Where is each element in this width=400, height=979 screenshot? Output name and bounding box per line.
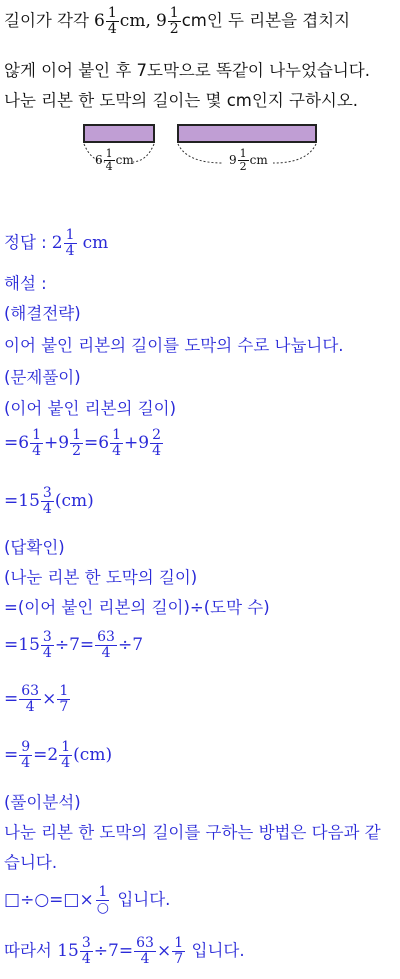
fraction: $\frac{1}{4}$ [65, 227, 75, 259]
fraction: $\frac{1}{7}$ [174, 935, 184, 967]
piece-title: (나눈 리본 한 도막의 길이) [4, 568, 198, 587]
fraction: $\frac{1}{4}$ [107, 5, 117, 37]
analysis-line-2: 습니다. [4, 853, 58, 872]
fraction: $\frac{1}{4}$ [112, 427, 121, 459]
final-line: 따라서 15 $\frac{3}{4}$ ÷ 7 = $\frac{63}{4}$ × $\frac{1}{7}$ 입니다. [4, 935, 245, 967]
step-2: = $\frac{63}{4}$ × $\frac{1}{7}$ [4, 683, 69, 715]
square-symbol: □ [4, 889, 21, 910]
problem-line-1: 길이가 각각 6 $\frac{1}{4}$ cm, 9 $\frac{1}{2}$ cm인 두 리본을 겹치지 [4, 5, 351, 37]
fraction: $\frac{1}{4}$ [32, 427, 41, 459]
fraction: $\frac{1}{4}$ [105, 147, 113, 173]
circle-symbol: ○ [34, 889, 50, 910]
fraction: $\frac{1}{2}$ [239, 147, 247, 173]
fraction: $\frac{3}{4}$ [42, 485, 52, 517]
analysis-title: (풀이분석) [4, 793, 81, 812]
fraction: $\frac{3}{4}$ [42, 629, 52, 661]
joined-result: = 15 $\frac{3}{4}$ (cm) [4, 485, 94, 517]
step-3: = $\frac{9}{4}$ = 2 $\frac{1}{4}$ (cm) [4, 739, 113, 771]
problem-line-2: 않게 이어 붙인 후 7도막으로 똑같이 나누었습니다. [4, 61, 370, 80]
joined-equation: = 6 $\frac{1}{4}$ + 9 $\frac{1}{2}$ = 6 $\frac{1}{4}$ + 9 $\frac{2}{4}$ [4, 427, 161, 459]
step-1: = 15 $\frac{3}{4}$ ÷ 7 = $\frac{63}{4}$ ÷ 7 [4, 629, 144, 661]
strategy-title: (해결전략) [4, 304, 81, 323]
fraction: $\frac{1}{○}$ [96, 884, 109, 916]
strategy-text: 이어 붙인 리본의 길이를 도막의 수로 나눕니다. [4, 336, 344, 355]
fraction: $\frac{1}{2}$ [72, 427, 81, 459]
fraction: $\frac{63}{4}$ [21, 683, 40, 715]
rule-line: □ ÷ ○ = □ × $\frac{1}{○}$ 입니다. [4, 884, 171, 916]
fraction: $\frac{3}{4}$ [81, 935, 91, 967]
answer-line: 정답 : 2 $\frac{1}{4}$ cm [4, 227, 109, 259]
fraction: $\frac{63}{4}$ [97, 629, 115, 661]
square-symbol: □ [63, 889, 80, 910]
explanation-header: 해설 : [4, 274, 47, 293]
fraction: $\frac{1}{7}$ [59, 683, 69, 715]
fraction: $\frac{2}{4}$ [152, 427, 161, 459]
piece-formula: =(이어 붙인 리본의 길이)÷(도막 수) [4, 598, 270, 617]
problem-line-3: 나눈 리본 한 도막의 길이는 몇 cm인지 구하시오. [4, 91, 359, 110]
fraction: $\frac{1}{4}$ [61, 739, 71, 771]
fraction: $\frac{9}{4}$ [21, 739, 31, 771]
ribbon-1 [83, 124, 155, 143]
check-title: (답확인) [4, 538, 65, 557]
analysis-line-1: 나눈 리본 한 도막의 길이를 구하는 방법은 다음과 같 [4, 823, 381, 842]
fraction: $\frac{1}{2}$ [169, 5, 179, 37]
figure-label-2: 9 $\frac{1}{2}$ cm [229, 147, 268, 173]
fraction: $\frac{63}{4}$ [136, 935, 154, 967]
solve-title: (문제풀이) [4, 368, 81, 387]
ribbon-2 [177, 124, 317, 143]
figure-label-1: 6 $\frac{1}{4}$ cm [95, 147, 134, 173]
joined-title: (이어 붙인 리본의 길이) [4, 399, 177, 418]
